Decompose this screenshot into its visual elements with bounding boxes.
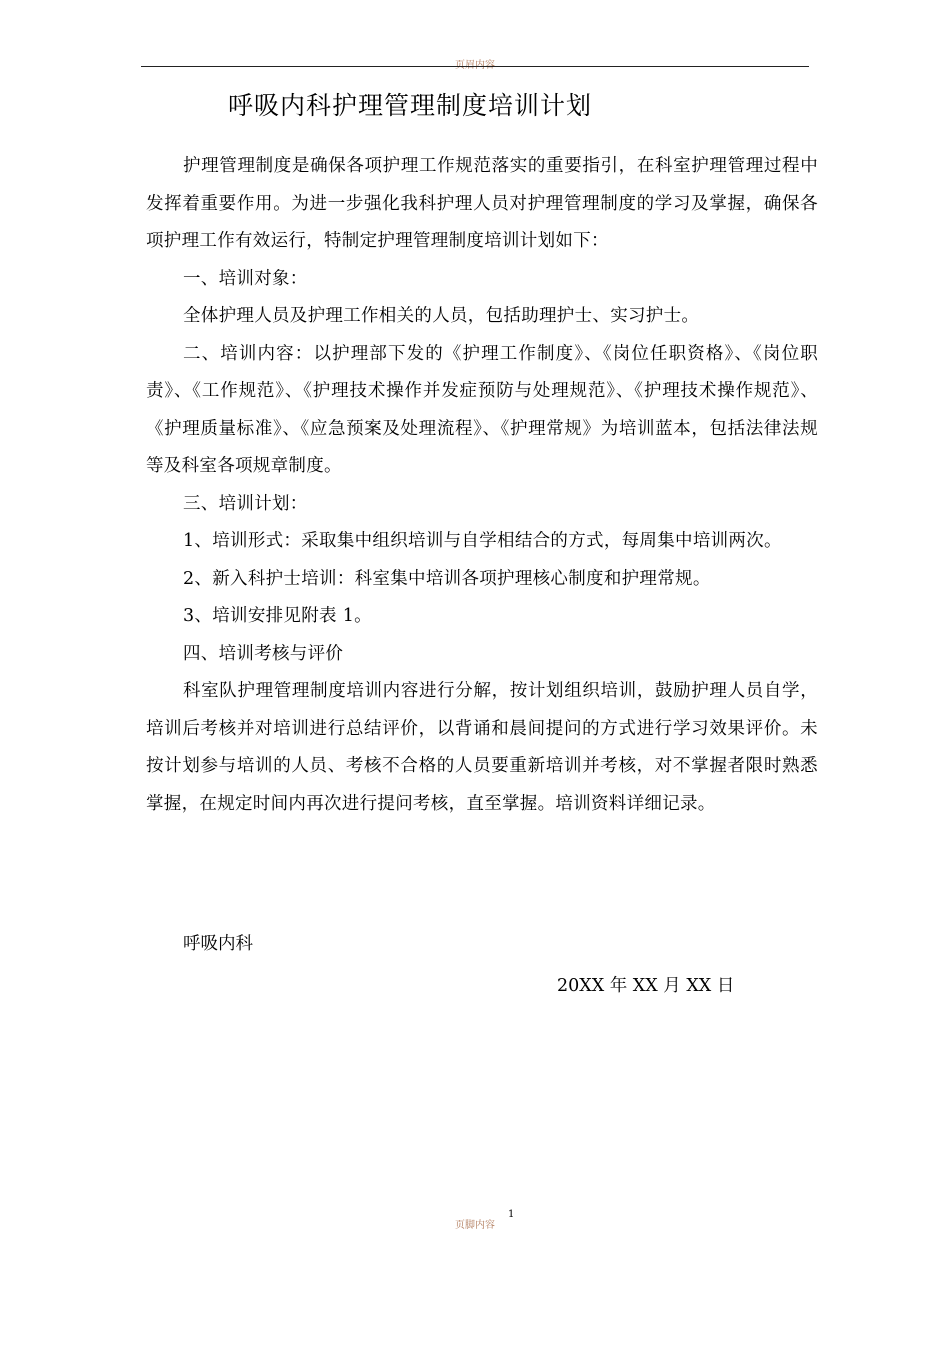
page-header: 页眉内容 <box>455 60 495 71</box>
list-item: 2、新入科护士培训：科室集中培训各项护理核心制度和护理常规。 <box>183 568 711 589</box>
section-heading-3: 三、培训计划： <box>183 493 308 514</box>
list-item: 1、培训形式：采取集中组织培训与自学相结合的方式，每周集中培训两次。 <box>183 531 782 551</box>
page-footer: 页脚内容 <box>455 1220 495 1231</box>
section-paragraph: 科室队护理管理制度培训内容进行分解，按计划组织培训，鼓励护理人员自学，培训后考核并对培训进行总结评价，以背诵和晨间提问的方式进行学习效果评价。未按计划参与培训的人员、考核不合格的人员要重新培训并考核，对不掌握者限时熟悉掌握，在规定时间内再次进行提问考核，直至掌握。培训资料详细记录。 <box>146 681 818 814</box>
document-title: 呼吸内科护理管理制度培训计划 <box>228 91 593 120</box>
section-paragraph: 全体护理人员及护理工作相关的人员，包括助理护士、实习护士。 <box>183 306 700 326</box>
document-body <box>146 148 818 823</box>
section-paragraph: 二、培训内容：以护理部下发的《护理工作制度》、《岗位任职资格》、《岗位职责》、《工作规范》、《护理技术操作并发症预防与处理规范》、《护理技术操作规范》、《护理质量标准》、《应急预案及处理流程》、《护理常规》为培训蓝本，包括法律法规等及科室各项规章制度。 <box>146 343 818 476</box>
signature-date: 20XX 年 XX 月 XX 日 <box>557 976 735 996</box>
section-heading-1: 一、培训对象： <box>183 268 308 289</box>
section-heading-4: 四、培训考核与评价 <box>183 643 344 664</box>
page-number: 1 <box>508 1209 515 1220</box>
header-rule <box>141 66 809 67</box>
signature-department: 呼吸内科 <box>183 934 253 954</box>
list-item: 3、培训安排见附表 1。 <box>183 606 372 626</box>
intro-paragraph: 护理管理制度是确保各项护理工作规范落实的重要指引，在科室护理管理过程中发挥着重要作用。为进一步强化我科护理人员对护理管理制度的学习及掌握，确保各项护理工作有效运行，特制定护理管理制度培训计划如下： <box>146 156 818 251</box>
